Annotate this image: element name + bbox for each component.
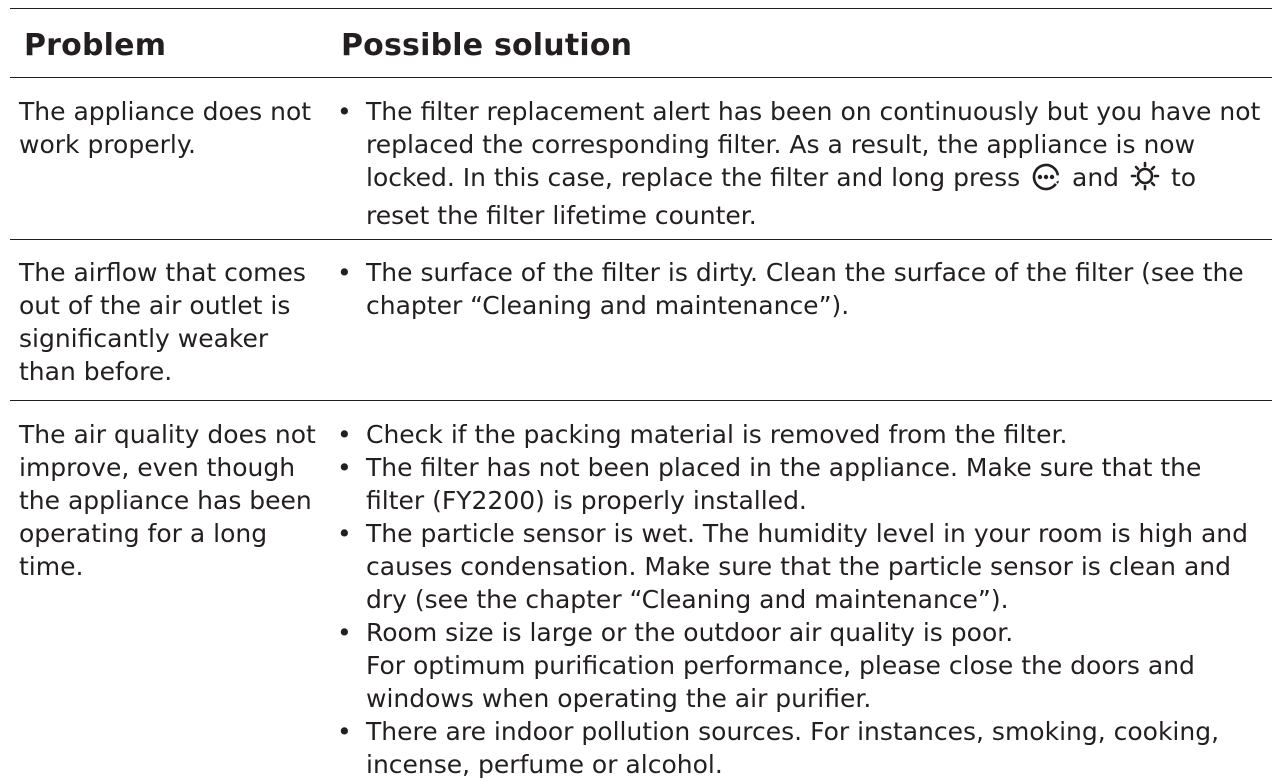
header-problem: Problem	[24, 28, 167, 63]
more-options-icon	[1029, 163, 1063, 199]
table-top-rule	[10, 8, 1272, 9]
header-rule	[10, 77, 1272, 78]
row1-solution	[335, 95, 1265, 232]
solution-item	[335, 95, 1265, 232]
solution-item	[335, 715, 1265, 781]
row-divider	[10, 400, 1272, 401]
bullet: •	[337, 97, 352, 126]
solution-item	[335, 418, 1265, 451]
bullet: •	[337, 420, 352, 449]
bullet: •	[337, 618, 352, 647]
solution-item	[335, 256, 1265, 322]
solution-text-part2: and	[1064, 163, 1127, 192]
solution-list	[335, 95, 1265, 232]
solution-text: The particle sensor is wet. The humidity level in your room is high and causes condensation. Make sure that the particle sensor is clean and dry (see the chapter “Cleaning and maintenance”).	[366, 519, 1249, 614]
bullet: •	[337, 453, 352, 482]
solution-text: There are indoor pollution sources. For instances, smoking, cooking, incense, perfume or alcohol.	[366, 717, 1220, 779]
solution-text: Check if the packing material is removed from the filter.	[366, 420, 1068, 449]
row1-problem: The appliance does not work properly.	[19, 97, 312, 159]
solution-item	[335, 451, 1265, 517]
solution-text-part3: to reset the filter lifetime counter.	[366, 163, 1197, 230]
row3-solution	[335, 418, 1265, 781]
solution-text-line1: Room size is large or the outdoor air quality is poor.	[366, 618, 1014, 647]
solution-text-line2: For optimum purification performance, please close the doors and windows when operating the air purifier.	[366, 651, 1195, 713]
solution-list	[335, 418, 1265, 781]
solution-list	[335, 256, 1265, 322]
header-possible-solution: Possible solution	[341, 28, 633, 63]
bullet: •	[337, 519, 352, 548]
solution-item	[335, 616, 1265, 715]
row2-solution	[335, 256, 1265, 322]
row2-problem: The airflow that comes out of the air outlet is significantly weaker than before.	[19, 258, 306, 386]
row3-problem: The air quality does not improve, even though the appliance has been operating for a long time.	[19, 420, 316, 581]
light-icon	[1128, 161, 1162, 199]
solution-item	[335, 517, 1265, 616]
solution-text: The surface of the filter is dirty. Clean the surface of the filter (see the chapter “Cleaning and maintenance”).	[366, 258, 1244, 320]
solution-text-part1: The filter replacement alert has been on continuously but you have not replaced the corresponding filter. As a result, the appliance is now locked. In this case, replace the filter and long press	[366, 97, 1261, 192]
bullet: •	[337, 717, 352, 746]
row-divider	[10, 239, 1272, 240]
solution-text: The filter has not been placed in the appliance. Make sure that the filter (FY2200) is properly installed.	[366, 453, 1202, 515]
bullet: •	[337, 258, 352, 287]
